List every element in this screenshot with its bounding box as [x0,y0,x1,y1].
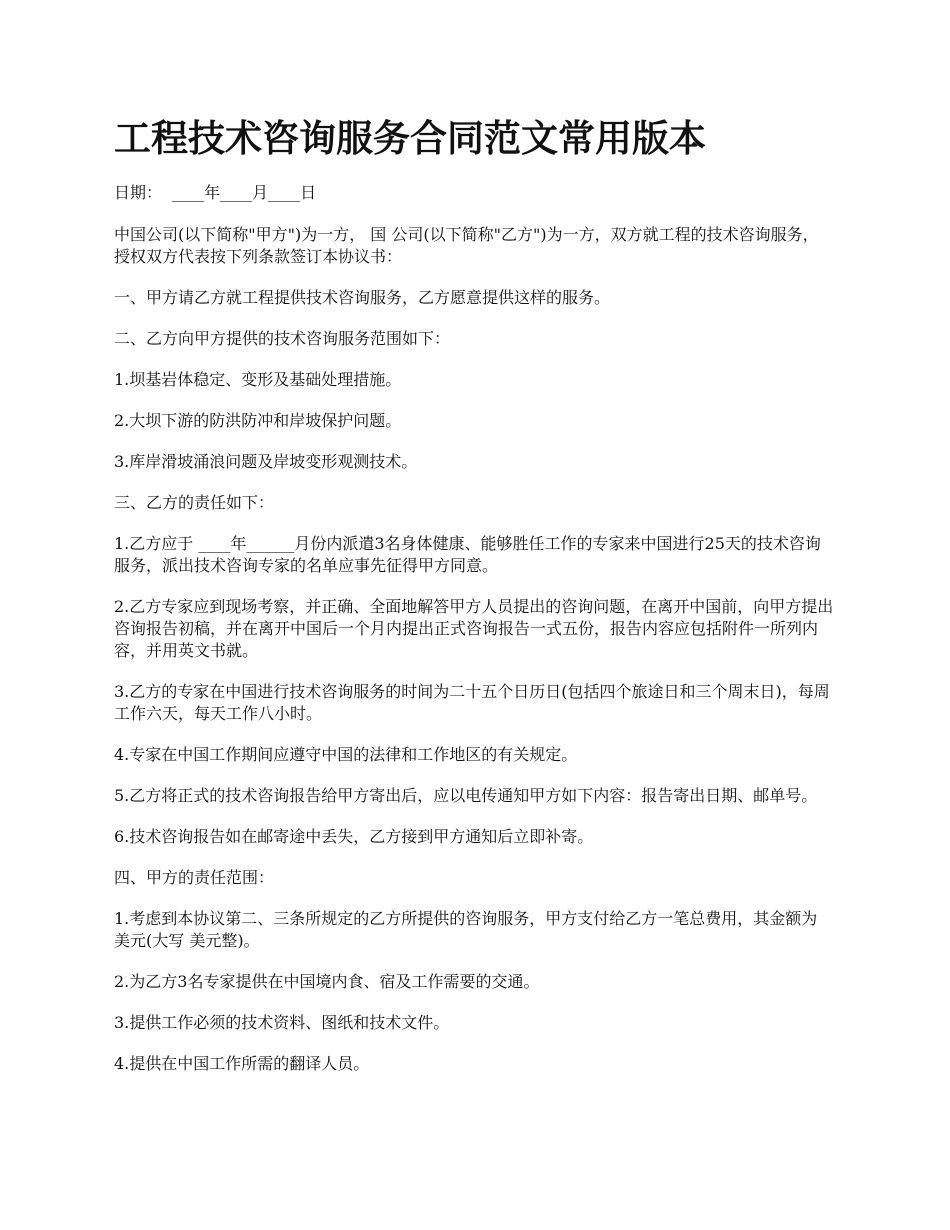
paragraph-section-2-item-2: 2.大坝下游的防洪防冲和岸坡保护问题。 [114,411,402,430]
paragraph-section-4-item-4: 4.提供在中国工作所需的翻译人员。 [114,1054,370,1073]
paragraph-section-3-item-2: 2.乙方专家应到现场考察，并正确、全面地解答甲方人员提出的咨询问题，在离开中国前，向甲方提出咨询报告初稿，并在离开中国后一个月内提出正式咨询报告一式五份，报告内容应包括附件一所列内容，并用英文书就。 [114,597,834,660]
paragraph-section-3-item-1: 1.乙方应于 ____年______月份内派遣3名身体健康、能够胜任工作的专家来中国进行25天的技术咨询服务，派出技术咨询专家的名单应事先征得甲方同意。 [114,534,821,575]
paragraph-section-2-heading: 二、乙方向甲方提供的技术咨询服务范围如下： [114,329,451,348]
date-line: 日期： ____年____月____日 [114,183,317,202]
paragraph-section-2-item-3: 3.库岸滑坡涌浪问题及岸坡变形观测技术。 [114,452,418,471]
paragraph-section-3-item-5: 5.乙方将正式的技术咨询报告给甲方寄出后，应以电传通知甲方如下内容：报告寄出日期、邮单号。 [114,786,818,805]
paragraph-section-2-item-1: 1.坝基岩体稳定、变形及基础处理措施。 [114,370,402,389]
paragraph-section-4-item-3: 3.提供工作必须的技术资料、图纸和技术文件。 [114,1013,450,1032]
paragraph-section-4-item-1: 1.考虑到本协议第二、三条所规定的乙方所提供的咨询服务，甲方支付给乙方一笔总费用，其金额为 美元(大写 美元整)。 [114,909,823,950]
paragraph-section-4-item-2: 2.为乙方3名专家提供在中国境内食、宿及工作需要的交通。 [114,972,540,991]
document-title: 工程技术咨询服务合同范文常用版本 [114,116,706,160]
paragraph-section-3-heading: 三、乙方的责任如下： [114,493,275,512]
paragraph-section-3-item-6: 6.技术咨询报告如在邮寄途中丢失，乙方接到甲方通知后立即补寄。 [114,827,594,846]
paragraph-section-3-item-3: 3.乙方的专家在中国进行技术咨询服务的时间为二十五个日历日(包括四个旅途日和三个周末日)，每周工作六天，每天工作八小时。 [114,682,830,723]
paragraph-section-4-heading: 四、甲方的责任范围： [114,868,275,887]
paragraph-section-3-item-4: 4.专家在中国工作期间应遵守中国的法律和工作地区的有关规定。 [114,745,578,764]
paragraph-section-1: 一、甲方请乙方就工程提供技术咨询服务，乙方愿意提供这样的服务。 [114,288,611,307]
paragraph-intro: 中国公司(以下简称"甲方")为一方， 国 公司(以下简称"乙方")为一方，双方就工程的技术咨询服务，授权双方代表按下列条款签订本协议书： [114,225,819,266]
document-page [114,112,834,1094]
